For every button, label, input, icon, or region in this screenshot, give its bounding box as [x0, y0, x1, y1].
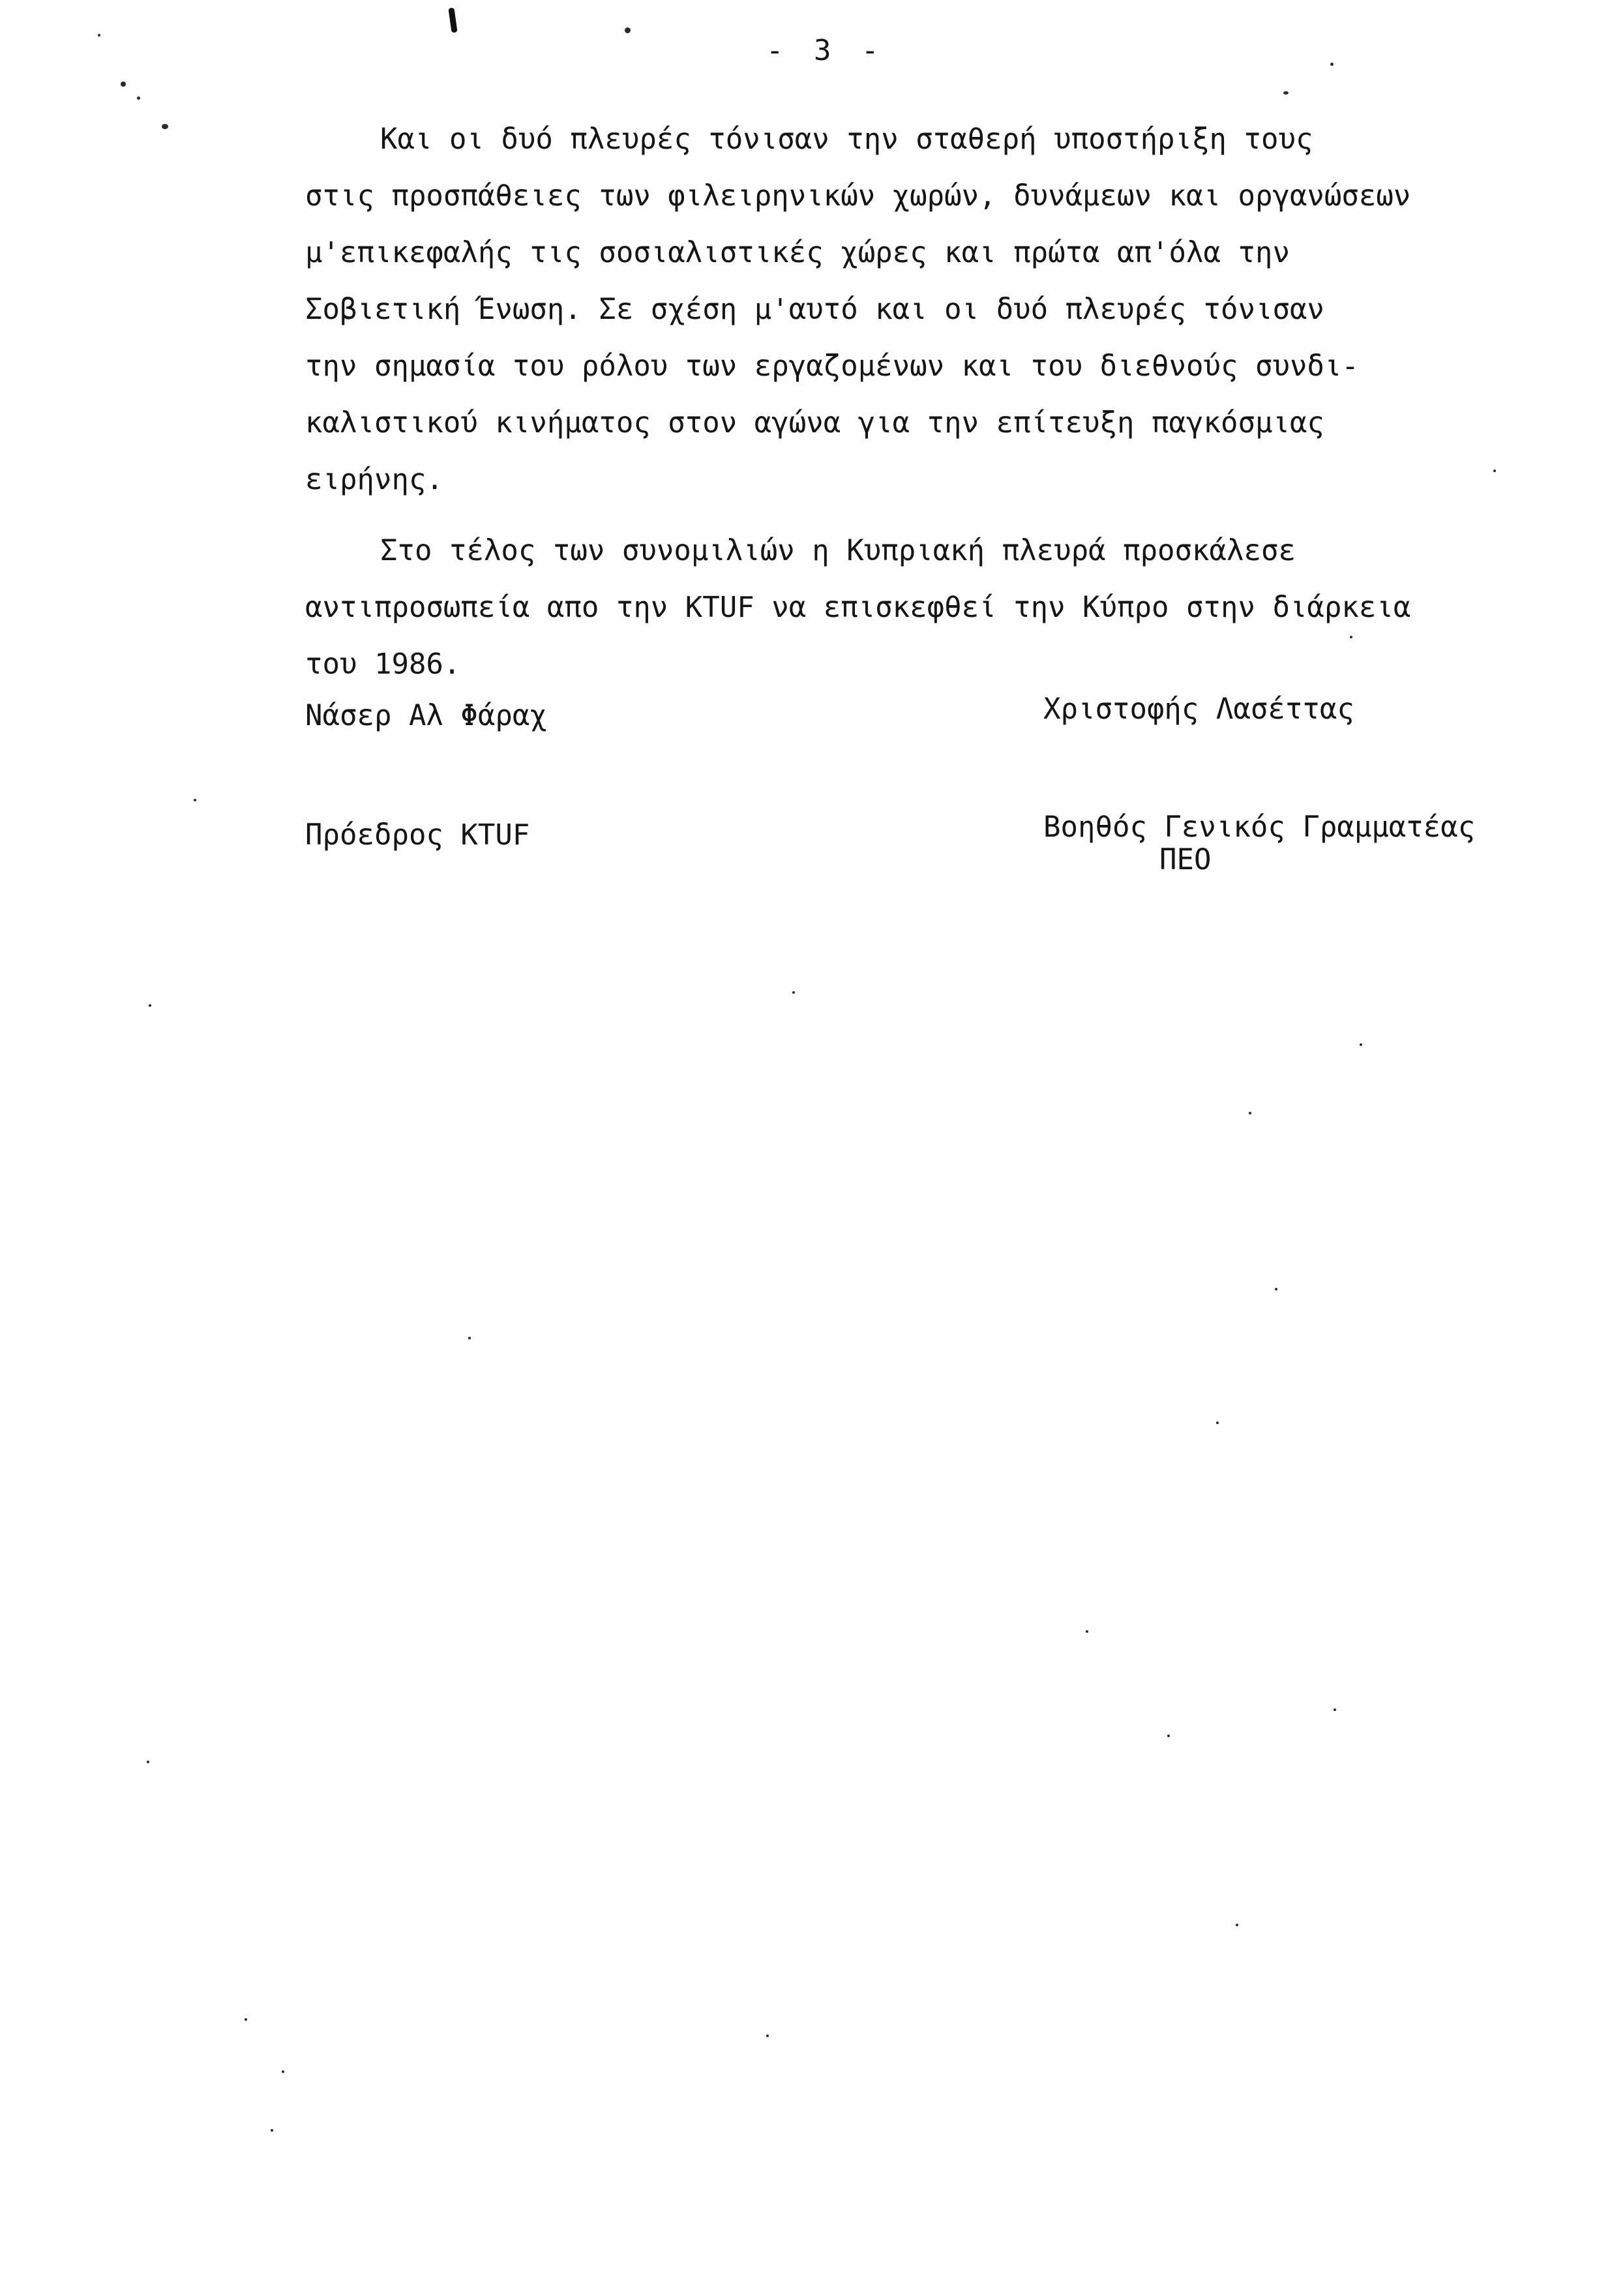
scan-speck [1330, 63, 1334, 66]
signatory-right-organization: ΠΕΟ [1159, 843, 1212, 876]
text-line: αντιπροσωπεία απο την KTUF να επισκεφθεί την Κύπρο στην διάρκεια [305, 591, 1411, 624]
scan-speck [194, 799, 196, 801]
scan-speck [149, 1004, 151, 1007]
scan-speck [625, 27, 631, 33]
scan-speck [1216, 1422, 1219, 1424]
scan-speck [792, 991, 795, 994]
scan-speck [1167, 1735, 1170, 1737]
paragraph-1 [305, 111, 1557, 508]
scan-speck [1350, 636, 1352, 638]
signatory-left-title: Πρόεδρος KTUF [305, 818, 530, 852]
scan-speck [1086, 1630, 1088, 1633]
scan-speck [121, 82, 126, 87]
signatory-right-title: Βοηθός Γενικός Γραμματέας [1043, 811, 1476, 844]
text-line: Σοβιετική Ένωση. Σε σχέση μ'αυτό και οι δυό πλευρές τόνισαν [305, 293, 1324, 326]
scan-speck [766, 2035, 769, 2037]
scan-speck [245, 2018, 247, 2021]
scan-speck [1249, 1112, 1251, 1114]
scan-speck [137, 97, 140, 100]
signatory-left-name: Νάσερ Αλ Φάραχ [305, 699, 547, 732]
scan-speck [1236, 1924, 1238, 1926]
text-line: μ'επικεφαλής τις σοσιαλιστικές χώρες και πρώτα απ'όλα την [305, 236, 1290, 269]
text-line: Και οι δυό πλευρές τόνισαν την σταθερή υποστήριξη τους [380, 123, 1313, 156]
scan-speck [1283, 91, 1289, 95]
scan-speck [468, 1337, 471, 1339]
page-number: - 3 - [766, 34, 886, 67]
scan-speck [282, 2070, 284, 2073]
scan-speck [162, 124, 168, 129]
text-line: την σημασία του ρόλου των εργαζομένων και του διεθνούς συνδι- [305, 350, 1359, 383]
text-line: καλιστικού κινήματος στον αγώνα για την επίτευξη παγκόσμιας [305, 406, 1324, 440]
body-text [305, 111, 1557, 707]
scan-speck [271, 2129, 273, 2132]
scan-speck [1334, 1708, 1336, 1711]
scan-speck [1275, 1288, 1277, 1290]
scan-mark [448, 8, 457, 33]
scan-speck [1493, 470, 1496, 472]
text-line: ειρήνης. [305, 463, 443, 496]
signatory-right-name: Χριστοφής Λασέττας [1043, 693, 1354, 726]
text-line: στις προσπάθειες των φιλειρηνικών χωρών, δυνάμεων και οργανώσεων [305, 179, 1411, 213]
scan-speck [1360, 1043, 1362, 1046]
scan-speck [147, 1761, 149, 1763]
paragraph-2 [305, 522, 1557, 693]
text-line: του 1986. [305, 648, 461, 681]
scan-speck [98, 34, 100, 37]
text-line: Στο τέλος των συνομιλιών η Κυπριακή πλευρά προσκάλεσε [380, 534, 1296, 567]
